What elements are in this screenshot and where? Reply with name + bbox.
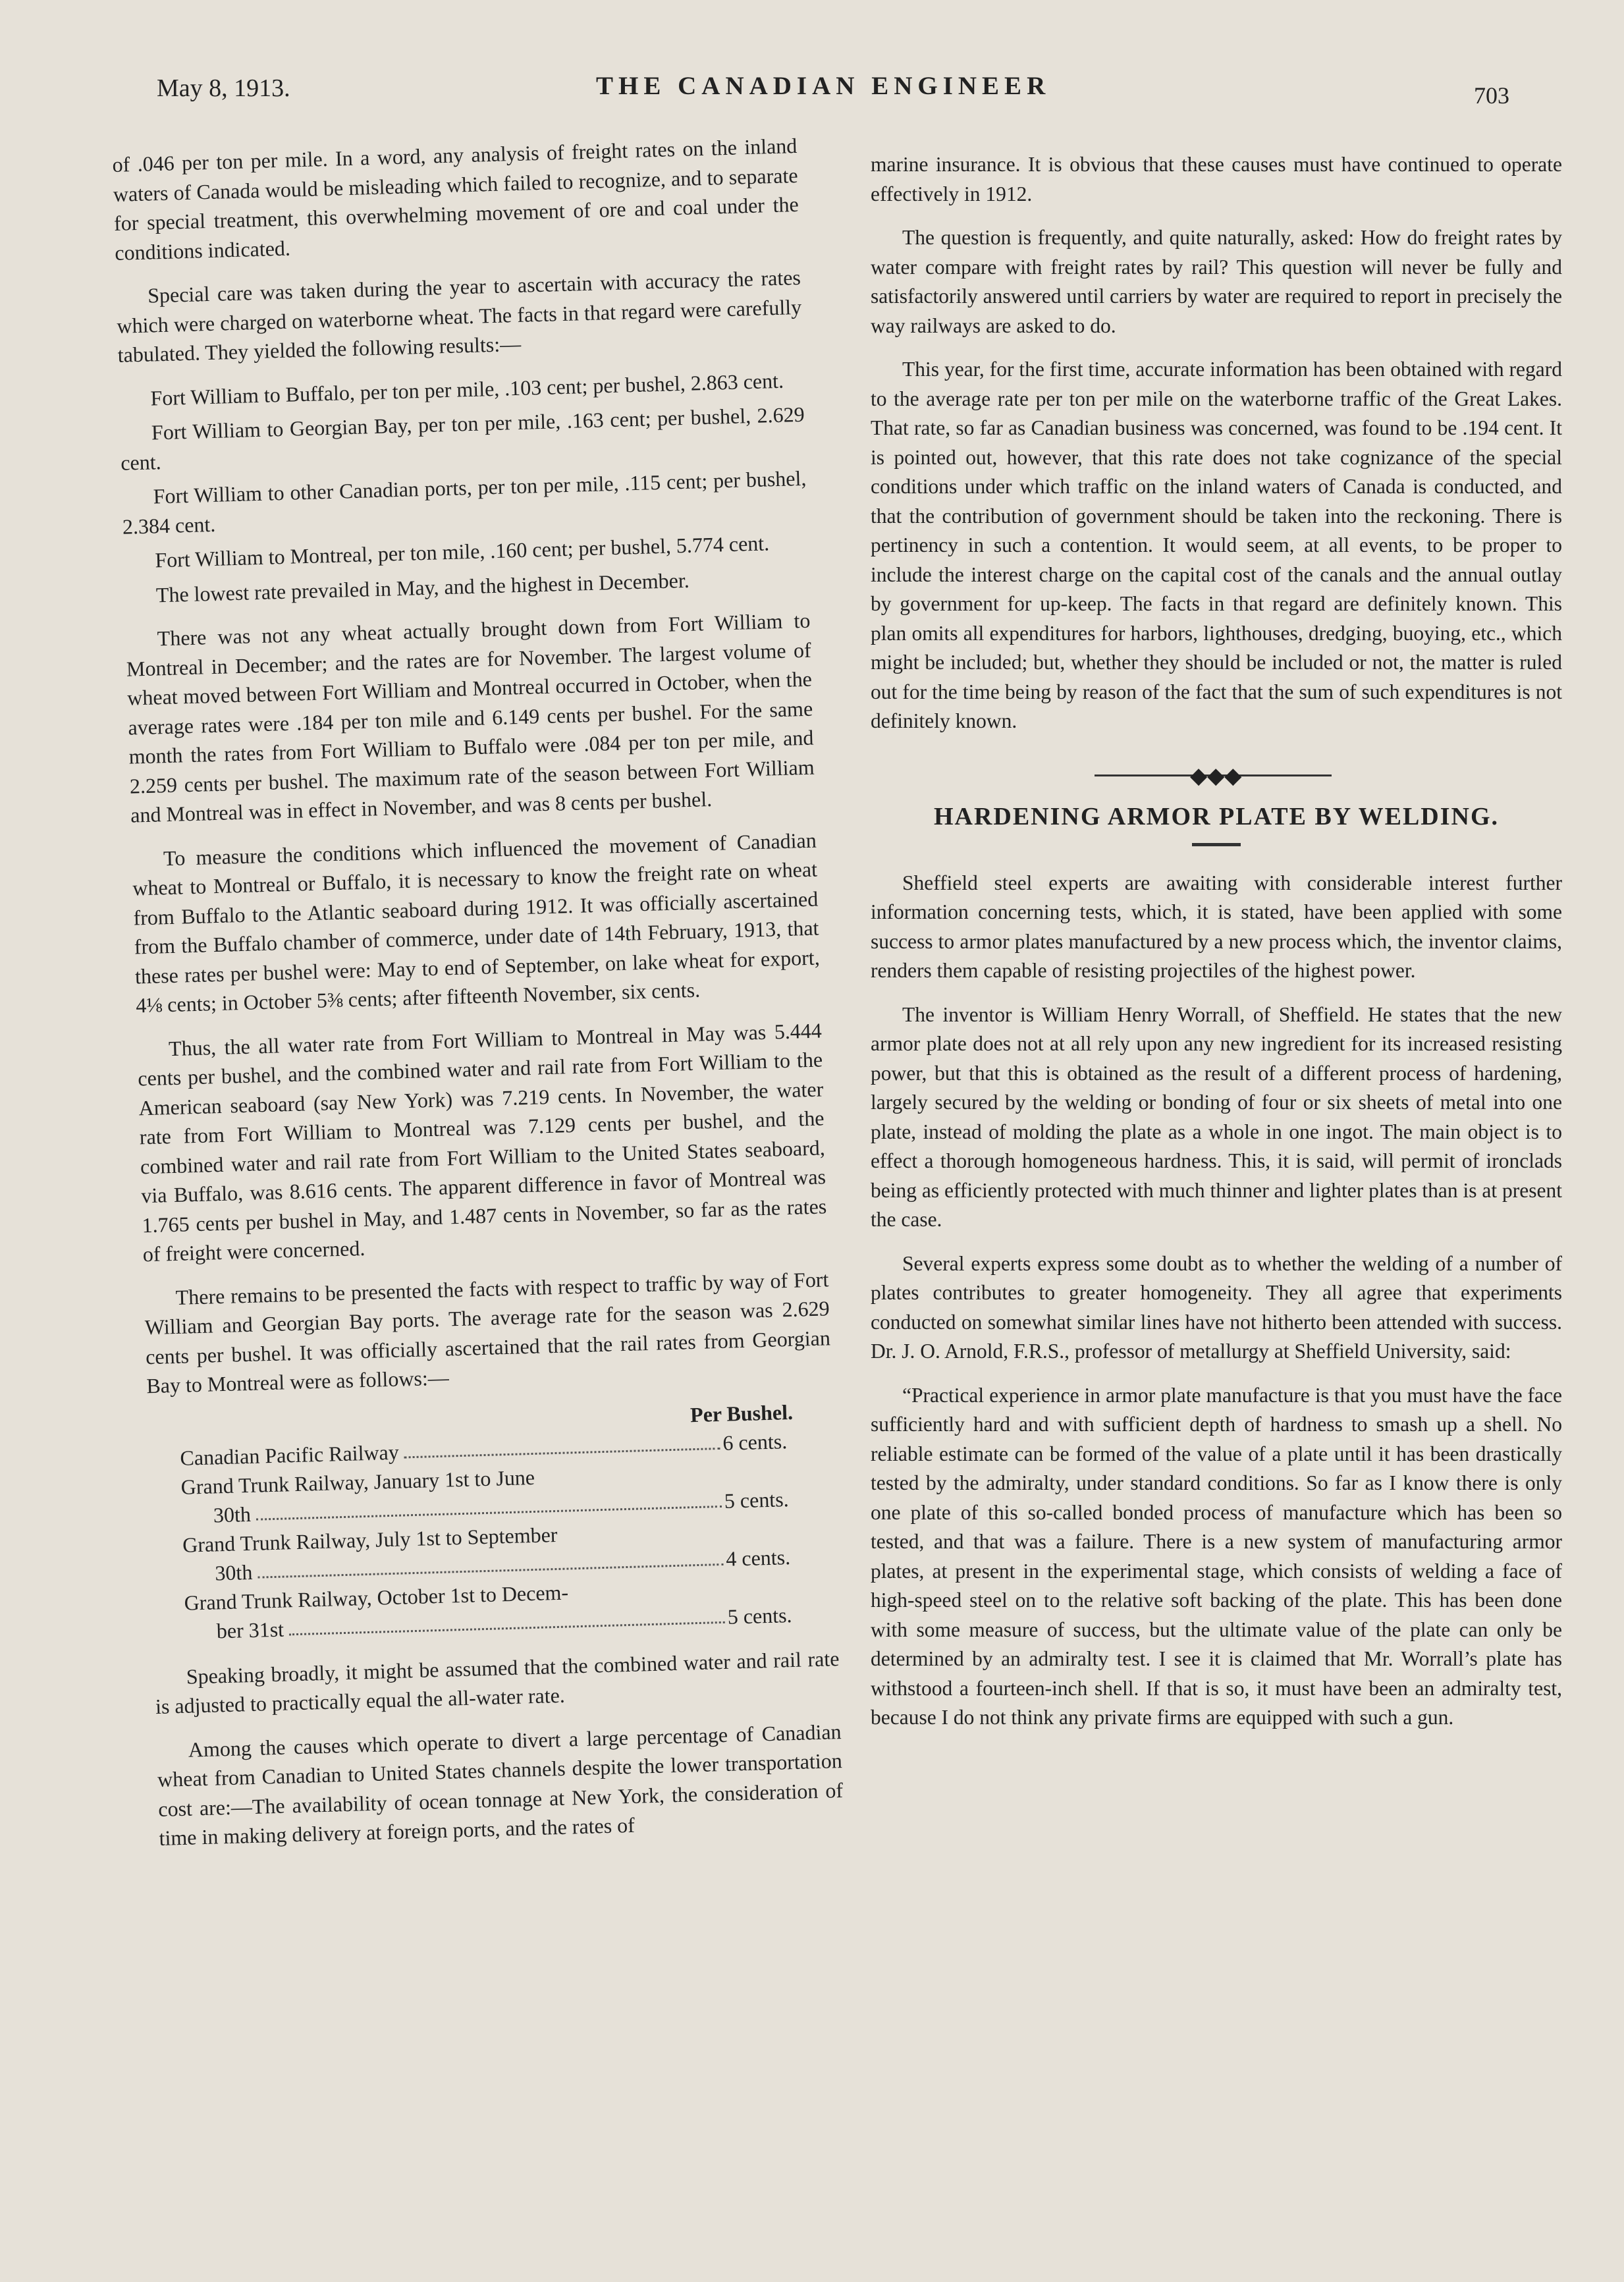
table-row-value: 4 cents. (725, 1544, 791, 1571)
table-row-label-continued: 30th (213, 1502, 252, 1527)
issue-date: May 8, 1913. (157, 74, 290, 102)
rate-result: Fort William to other Canadian ports, per ton per mile, .115 cent; per bushel, 2.384 cent. (122, 466, 807, 539)
paragraph: Special care was taken during the year to ascertain with accuracy the rates which were charged on waterborne wheat. The facts in that regard were carefully tabulated. They yielded the following results:— (116, 265, 802, 367)
rate-result: Fort William to Georgian Bay, per ton per mile, .163 cent; per bushel, 2.629 cent. (120, 402, 805, 475)
running-header (0, 66, 1624, 119)
quotation: “Practical experience in armor plate manufacture is that you must have the face sufficiently hard and with sufficient depth of hardness to smash up a shell. No reliable estimate can be formed of the value of a plate until it has been drastically tested by the admiralty, under standard conditions. So far as I know there is only one plate of this so-called bonded process of manufacture which has been so tested, and that was a failure. There is a new system of manufacturing armor plates, at present in the experimental stage, which consists of welding a face of high-speed steel on to the relative soft backing of the plate. This has been done with some measure of success, but the ultimate value of the plate can only be determined by an admiralty test. I see it is claimed that Mr. Worrall’s plate has withstood a fourteen-inch shell. If that is so, it must have been an admiralty test, because I do not think any private firms are equipped with such a gun. (871, 1383, 1562, 1729)
paragraph: To measure the conditions which influenced the movement of Canadian wheat to Montreal or Buffalo, it is necessary to know the freight rate on wheat from Buffalo to the Atlantic seaboard during 1912. It was officially ascertained from the Buffalo chamber of commerce, under date of 14th February, 1913, that these rates per bushel were: May to end of September, on lake wheat for export, 4⅛ cents; in October 5⅜ cents; after fifteenth November, six cents. (132, 828, 821, 1018)
paragraph: of .046 per ton per mile. In a word, any analysis of freight rates on the inland waters of Canada would be misleading which failed to recognize, and to separate for special treatment, this overwhelming movement of ore and coal under the conditions indicated. (112, 133, 799, 265)
table-row-label-continued: ber 31st (216, 1617, 284, 1643)
paragraph: There was not any wheat actually brought down from Fort William to Montreal in December; and the rates are for November. The largest volume of wheat moved between Fort William and Montreal occurred in October, when the average rates were .184 per ton mile and 6.149 cents per bushel. For the same month the rates from Fort William to Buffalo were .084 per ton per mile, and 2.259 cents per bushel. The maximum rate of the season between Fort William and Montreal was in effect in November, and was 8 cents per bushel. (126, 608, 815, 827)
table-column-header: Per Bushel. (690, 1399, 794, 1426)
article-heading: HARDENING ARMOR PLATE BY WELDING. (933, 802, 1500, 830)
table-row-label: Canadian Pacific Railway (179, 1440, 400, 1470)
paragraph: Several experts express some doubt as to whether the welding of a number of plates contributes to greater homogeneity. They all agree that experiments conducted on somewhat similar lines have not hitherto been attended with success. Dr. J. O. Arnold, F.R.S., professor of metallurgy at Sheffield University, said: (871, 1251, 1562, 1363)
paragraph: Thus, the all water rate from Fort William to Montreal in May was 5.444 cents per bushel, and the combined water and rail rate from Fort William to the American seaboard (say New York) was 7.219 cents. In November, the water rate from Fort William to Montreal was 7.129 cents per bushel, and the combined water and rail rate from Fort William to the United States seaboard, via Buffalo, was 8.616 cents. The apparent difference in favor of Montreal was 1.765 cents per bushel in May, and 1.487 cents in November, so far as the rates of freight were concerned. (137, 1018, 827, 1266)
rail-rates-table (148, 1396, 838, 1647)
paragraph: Among the causes which operate to divert a large percentage of Canadian wheat from Canadian to United States channels despite the lower transportation cost are:—The availability of ocean tonnage at New York, the consideration of time in making delivery at foreign ports, and the rates of (157, 1719, 844, 1850)
paragraph: marine insurance. It is obvious that these causes must have continued to operate effectively in 1912. (871, 153, 1562, 205)
table-row-label: Grand Trunk Railway, January 1st to June (180, 1465, 535, 1499)
rate-result: Fort William to Montreal, per ton mile, .160 cent; per bushel, 5.774 cent. (154, 531, 770, 572)
paragraph: Sheffield steel experts are awaiting with considerable interest further information concerning tests, which, it is stated, have been applied with some success to armor plates manufactured by a new process which, the inventor claims, renders them capable of resisting projectiles of the highest power. (871, 871, 1562, 982)
paragraph: The question is frequently, and quite naturally, asked: How do freight rates by water compare with freight rates by rail? This question will never be fully and satisfactorily answered until carriers by water are required to report in precisely the way railways are asked to do. (871, 226, 1562, 337)
rate-result: Fort William to Buffalo, per ton per mile, .103 cent; per bushel, 2.863 cent. (150, 368, 784, 410)
paragraph: There remains to be presented the facts with respect to traffic by way of Fort William and Georgian Bay ports. The average rate for the season was 2.629 cents per bushel. It was officially ascertained that the rail rates from Georgian Bay to Montreal were as follows:— (144, 1266, 831, 1398)
table-row-value: 5 cents. (727, 1602, 792, 1629)
left-column (112, 131, 844, 1868)
ornament-icon: ◆◆◆ (1190, 763, 1242, 788)
table-row-label: Grand Trunk Railway, July 1st to September (182, 1522, 558, 1557)
right-column (871, 150, 1562, 1747)
table-row-value: 6 cents. (722, 1428, 788, 1455)
table-row-value: 5 cents. (724, 1486, 790, 1513)
heading-rule (1192, 843, 1241, 846)
table-row-label: Grand Trunk Railway, October 1st to Decem- (184, 1580, 569, 1615)
paragraph: This year, for the first time, accurate information has been obtained with regard to the average rate per ton per mile on the waterborne traffic of the Great Lakes. That rate, so far as Canadian business was concerned, was found to be .194 cent. It is pointed out, however, that this rate does not take cognizance of the special conditions under which traffic on the inland waters of Canada is conducted, and that the contribution of government should be taken into the reckoning. There is pertinency in such a contention. It would seem, at all events, to be proper to include the interest charge on the capital cost of the canals and the annual outlay by government for up-keep. The facts in that regard are definitely known. This plan omits all expenditures for harbors, lighthouses, dredging, buoying, etc., which might be included; but, whether they should be included or not, the matter is ruled out for the time being by reason of the fact that the sum of such expenditures is not definitely known. (871, 358, 1562, 732)
paragraph: The lowest rate prevailed in May, and the highest in December. (155, 568, 690, 607)
table-row-label-continued: 30th (214, 1560, 253, 1585)
section-divider (871, 756, 1562, 796)
journal-title: THE CANADIAN ENGINEER (596, 72, 1051, 100)
paragraph: The inventor is William Henry Worrall, of Sheffield. He states that the new armor plate does not at all rely upon any new ingredient for its increased resisting power, but that this is obtained as the result of a different process of hardening, largely secured by the welding or bonding of four or six sheets of metal into one plate, instead of molding the plate as a whole in one ingot. The main object is to effect a thorough homogeneous hardness. This, it is said, will permit of ironclads being as efficiently protected with much thinner and lighter plates than is at present the case. (871, 1002, 1562, 1231)
page-number: 703 (1474, 82, 1509, 109)
paragraph: Speaking broadly, it might be assumed that the combined water and rail rate is adjusted to practically equal the all-water rate. (155, 1646, 840, 1719)
